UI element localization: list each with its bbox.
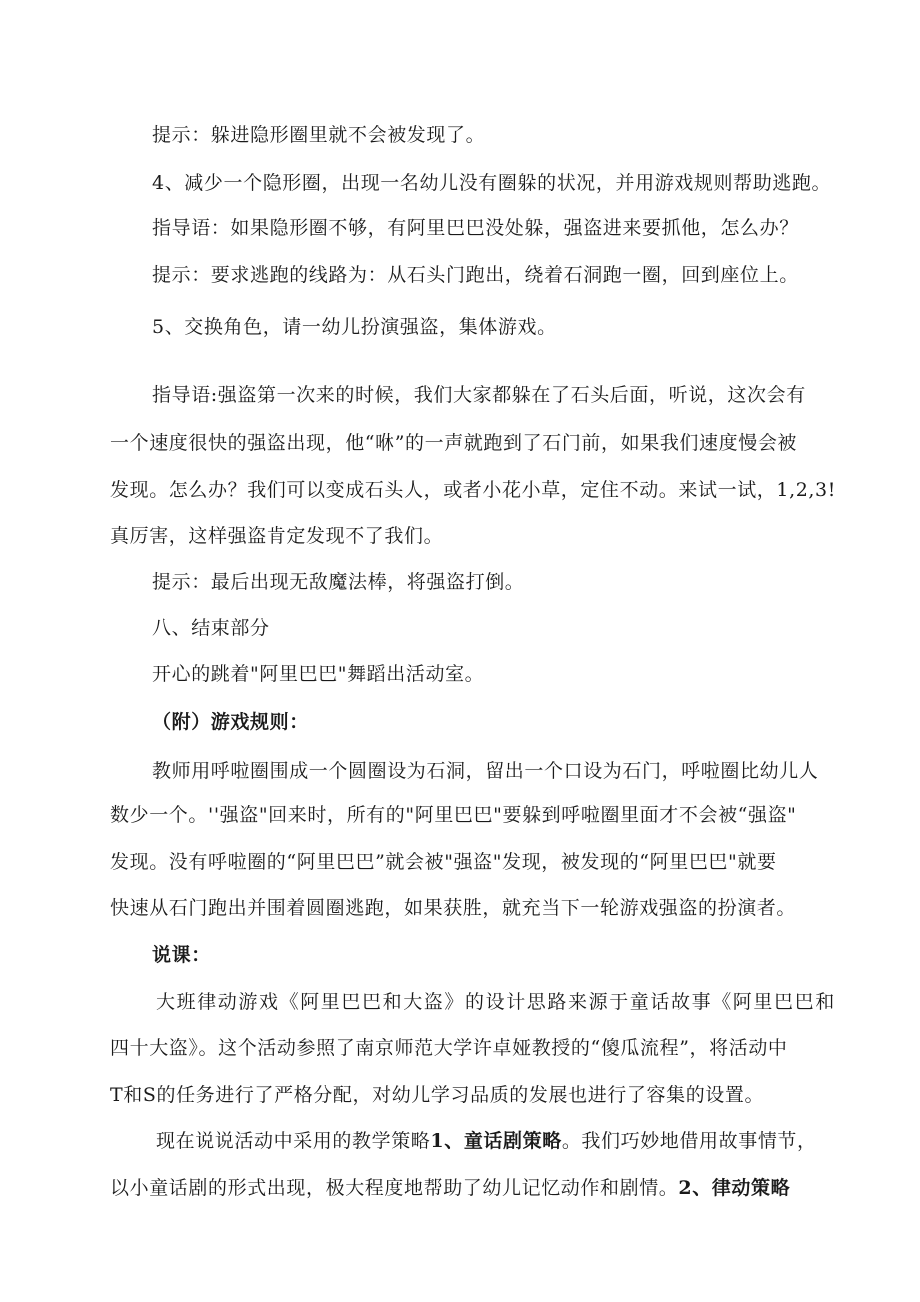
talk-line: T和S的任务进行了严格分配，对幼儿学习品质的发展也进行了容集的设置。 — [110, 1084, 765, 1106]
talk-line: 大班律动游戏《阿里巴巴和大盗》的设计思路来源于童话故事《阿里巴巴和 — [156, 991, 836, 1013]
rules-line: 数少一个。''强盗"回来时，所有的"阿里巴巴"要躲到呼啦圈里面才不会被“强盗" — [110, 804, 797, 826]
game-rules-heading: （附）游戏规则： — [152, 711, 309, 733]
strategy-1-text: 。我们巧妙地借用故事情节， — [561, 1130, 817, 1152]
strategy-line — [110, 1176, 790, 1200]
talk-line: 四十大盗》。这个活动参照了南京师范大学许卓娅教授的“傻瓜流程”，将活动中 — [110, 1037, 788, 1059]
step-4-line: 4、减少一个隐形圈，出现一名幼儿没有圈躲的状况，并用游戏规则帮助逃跑。 — [152, 172, 832, 194]
guide-line-1: 指导语：如果隐形圈不够，有阿里巴巴没处躲，强盗进来要抓他，怎么办？ — [152, 217, 799, 239]
rules-line: 教师用呼啦圈围成一个圆圈设为石洞，留出一个口设为石门，呼啦圈比幼儿人 — [152, 760, 819, 782]
strategy-1-label: 1、童话剧策略 — [430, 1130, 562, 1152]
hint-route-line: 提示：要求逃跑的线路为：从石头门跑出，绕着石洞跑一圈，回到座位上。 — [152, 264, 799, 286]
guide-line-2: 指导语:强盗第一次来的时候，我们大家都躲在了石头后面，听说，这次会有 — [152, 384, 806, 406]
strategy-2-label: 2、律动策略 — [678, 1177, 791, 1199]
step-5-line: 5、交换角色，请一幼儿扮演强盗，集体游戏。 — [152, 316, 557, 338]
paragraph-line: 一个速度很快的强盗出现，他“咻”的一声就跑到了石门前，如果我们速度慢会被 — [110, 432, 798, 454]
hint-wand-line: 提示：最后出现无敌魔法棒，将强盗打倒。 — [152, 571, 525, 593]
hint-hide-line: 提示：躲进隐形圈里就不会被发现了。 — [152, 124, 486, 146]
paragraph-line: 发现。怎么办？我们可以变成石头人，或者小花小草，定住不动。来试一试，1,2,3! — [110, 479, 836, 501]
paragraph-line: 真厉害，这样强盗肯定发现不了我们。 — [110, 525, 444, 547]
section-heading-ending: 八、结束部分 — [152, 617, 270, 639]
rules-line: 发现。没有呼啦圈的“阿里巴巴”就会被"强盗"发现，被发现的“阿里巴巴"就要 — [110, 851, 777, 873]
rules-line: 快速从石门跑出并围着圆圈逃跑，如果获胜，就充当下一轮游戏强盗的扮演者。 — [110, 897, 797, 919]
lesson-talk-heading: 说课： — [152, 944, 211, 966]
ending-line: 开心的跳着"阿里巴巴"舞蹈出活动室。 — [152, 663, 485, 685]
strategy-intro: 现在说说活动中采用的教学策略 — [156, 1130, 431, 1152]
strategy-1-detail: 以小童话剧的形式出现，极大程度地帮助了幼儿记忆动作和剧情。 — [110, 1177, 679, 1199]
strategy-line — [156, 1129, 817, 1153]
